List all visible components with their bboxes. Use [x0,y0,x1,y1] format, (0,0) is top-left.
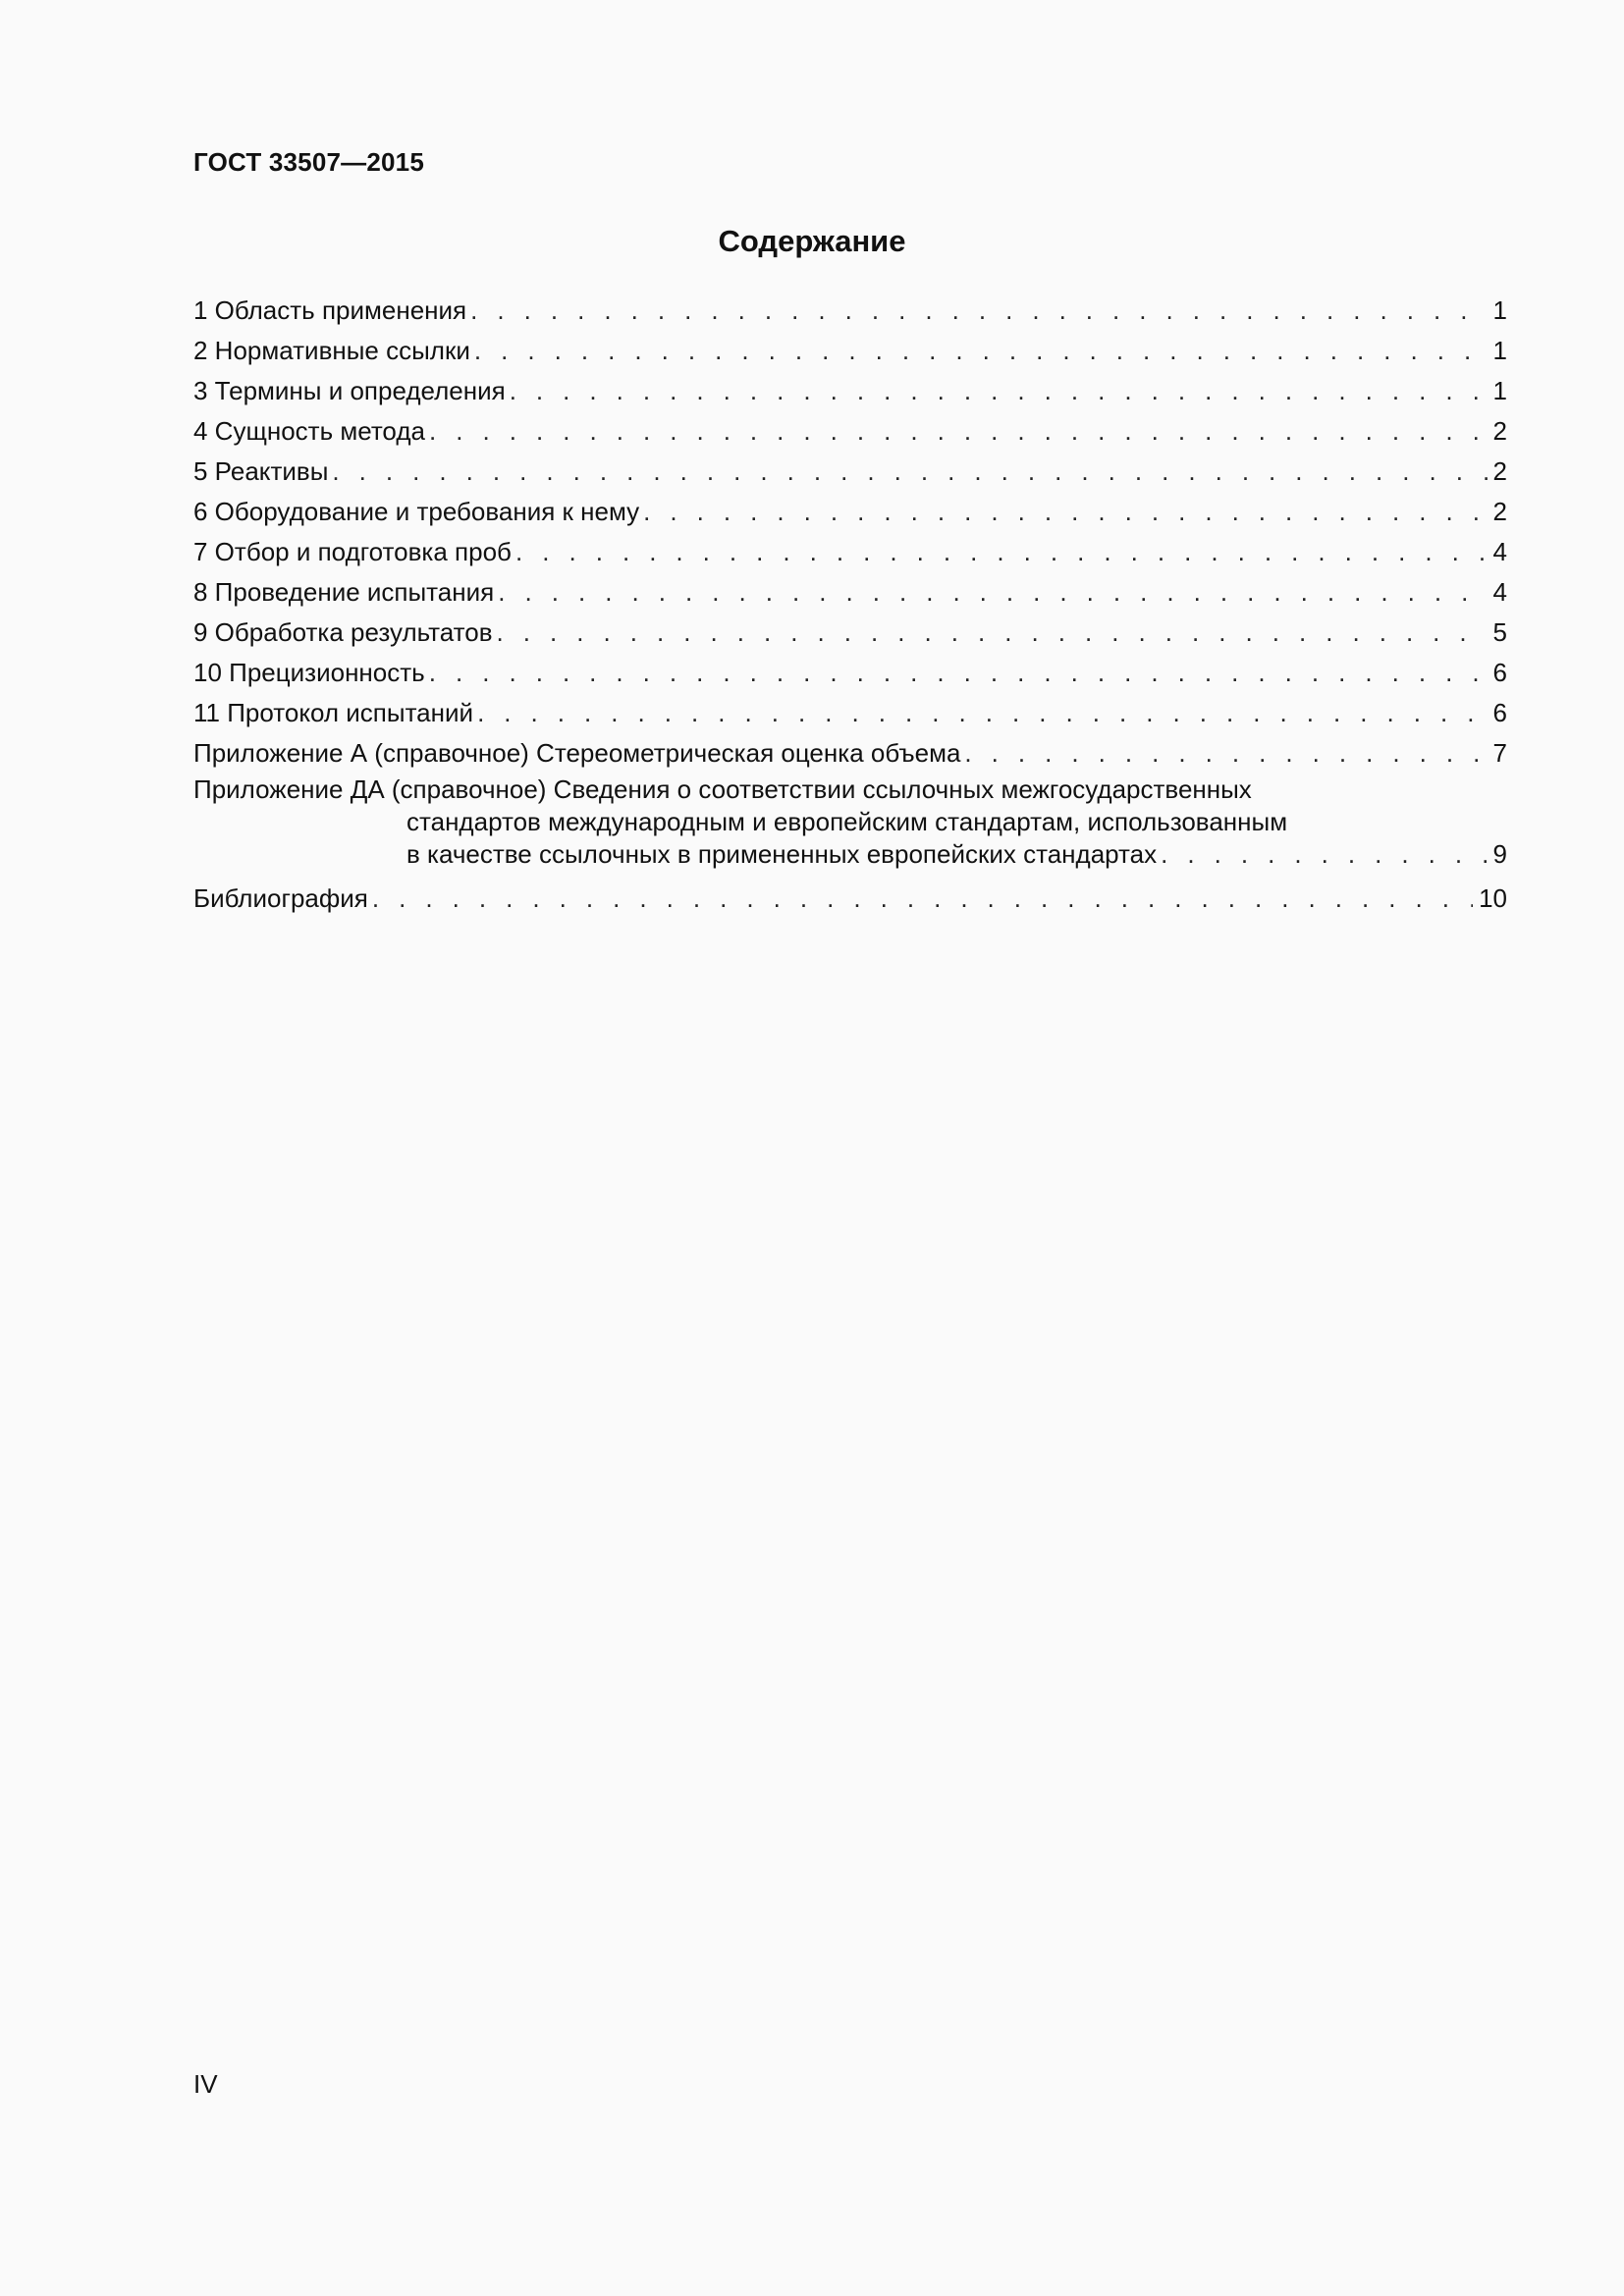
toc-entry-normative-references[interactable] [193,331,1507,371]
toc-entry-label: Приложение А (справочное) Стереометрическая оценка объема [193,738,961,768]
dot-leader [510,371,1488,411]
toc-entry-label: 6 Оборудование и требования к нему [193,497,640,526]
dot-leader [470,291,1487,331]
toc-entry-page: 6 [1492,698,1507,727]
dot-leader [497,613,1488,653]
toc-entry-label: 3 Термины и определения [193,376,506,405]
toc-entry-label: 7 Отбор и подготовка проб [193,537,512,566]
toc-entry-label: 1 Область применения [193,295,467,325]
dot-leader [332,452,1487,492]
toc-entry-reagents[interactable] [193,452,1507,492]
toc-entry-label: 2 Нормативные ссылки [193,336,470,365]
toc-entry-page: 9 [1492,839,1507,869]
toc-entry-page: 1 [1492,295,1507,325]
document-code: ГОСТ 33507—2015 [193,147,424,177]
dot-leader [515,532,1488,572]
dot-leader [474,331,1488,371]
toc-entry-method-essence[interactable] [193,411,1507,452]
toc-entry-page: 2 [1492,456,1507,486]
toc-entry-label: 11 Протокол испытаний [193,698,474,727]
toc-entry-testing[interactable] [193,572,1507,613]
toc-entry-page: 2 [1492,416,1507,446]
dot-leader [498,572,1487,613]
dot-leader [429,653,1488,693]
dot-leader [372,879,1473,919]
toc-entry-results-processing[interactable] [193,613,1507,653]
toc-entry-page: 2 [1492,497,1507,526]
toc-entry-page: 4 [1492,577,1507,607]
dot-leader [964,733,1487,774]
toc-entry-page: 10 [1479,883,1507,913]
toc-entry-appendix-da[interactable] [193,774,1507,871]
toc-entry-page: 5 [1492,617,1507,647]
spacer [193,871,1507,879]
toc-entry-sampling[interactable] [193,532,1507,572]
toc-entry-label: 4 Сущность метода [193,416,425,446]
page-number: IV [193,2069,218,2099]
toc-entry-page: 7 [1492,738,1507,768]
dot-leader [429,411,1488,452]
toc-entry-page: 6 [1492,658,1507,687]
table-of-contents [193,291,1507,919]
toc-entry-label-line1: Приложение ДА (справочное) Сведения о соответствии ссылочных межгосударственных [193,774,1252,804]
toc-entry-page: 1 [1492,336,1507,365]
toc-entry-label-line3: в качестве ссылочных в примененных европейских стандартах [406,839,1158,869]
toc-entry-precision[interactable] [193,653,1507,693]
toc-entry-page: 4 [1492,537,1507,566]
toc-entry-label-line2: стандартов международным и европейским стандартам, использованным [406,807,1288,836]
toc-entry-label: 9 Обработка результатов [193,617,493,647]
toc-entry-terms-definitions[interactable] [193,371,1507,411]
toc-entry-appendix-a[interactable] [193,733,1507,774]
dot-leader [477,693,1487,733]
toc-entry-test-report[interactable] [193,693,1507,733]
toc-entry-label: 10 Прецизионность [193,658,425,687]
toc-entry-label: Библиография [193,883,368,913]
toc-title: Содержание [718,224,906,258]
dot-leader [1161,838,1487,871]
toc-entry-page: 1 [1492,376,1507,405]
toc-entry-bibliography[interactable] [193,879,1507,919]
toc-entry-label: 8 Проведение испытания [193,577,495,607]
dot-leader [643,492,1487,532]
toc-entry-equipment[interactable] [193,492,1507,532]
toc-entry-label: 5 Реактивы [193,456,329,486]
toc-entry-scope[interactable] [193,291,1507,331]
